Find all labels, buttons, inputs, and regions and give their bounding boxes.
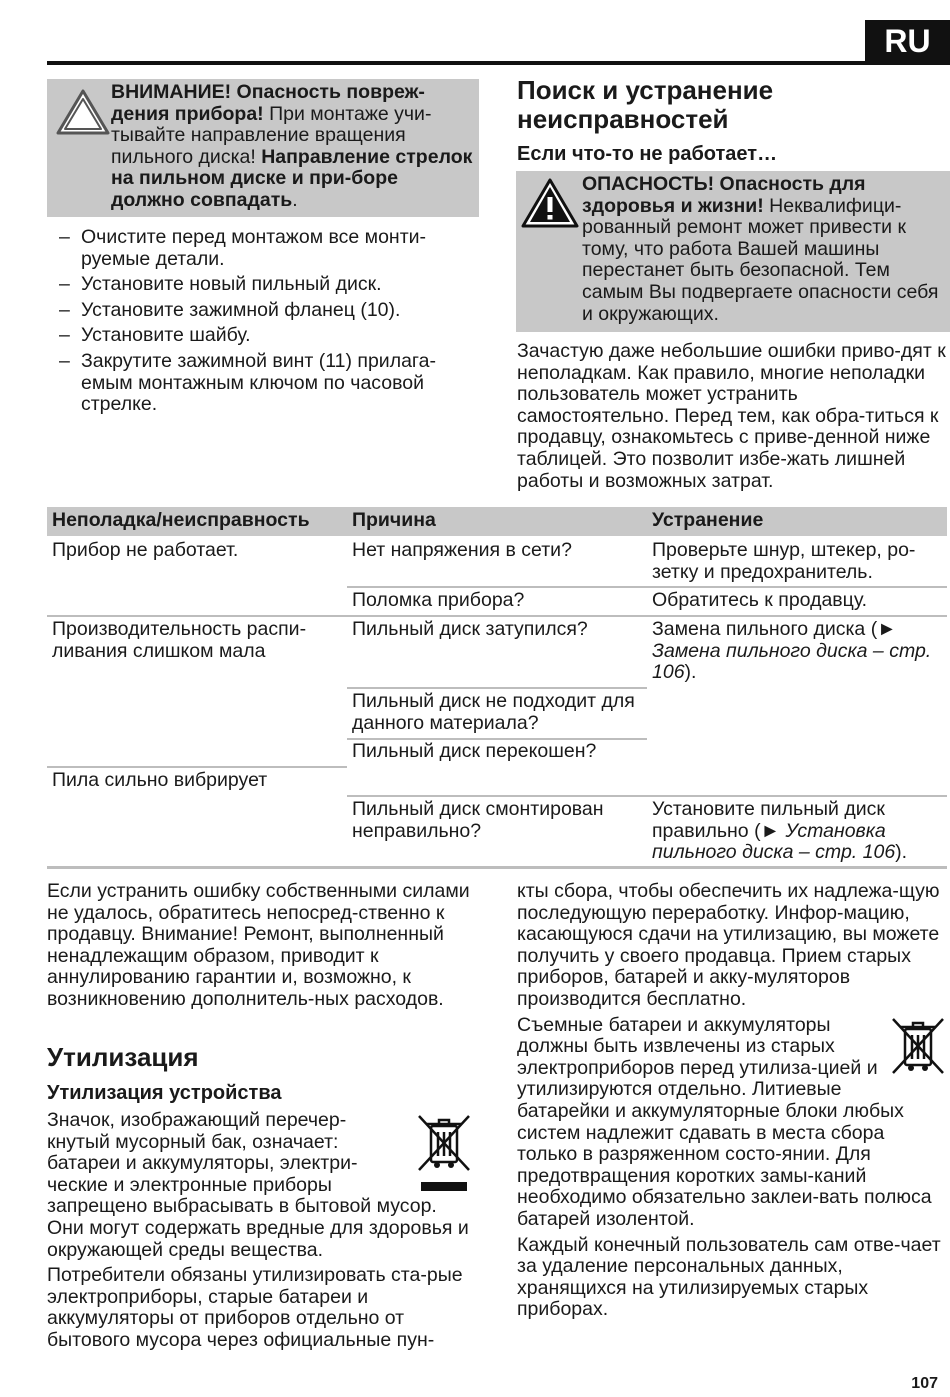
warning-triangle-icon	[55, 87, 111, 137]
attention-bold-1: ВНИМАНИЕ! Опасность повреж-дения прибора!	[111, 81, 425, 125]
top-rule	[47, 61, 950, 65]
disposal-paragraph-5: Каждый конечный пользователь сам отве-чает за удаление персональных данных, хранящихся на утилизируемых старых приборах.	[517, 1233, 941, 1321]
danger-triangle-icon	[521, 177, 579, 229]
step-item: – Установите зажимной фланец (10).	[47, 300, 477, 322]
remedy-text: Замена пильного диска (	[652, 618, 878, 640]
table-rule	[347, 738, 647, 740]
table-header-problem: Неполадка/неисправность	[52, 509, 310, 531]
remedy-text: Установите пильный диск правильно (	[652, 798, 885, 842]
attention-text-1: При монтаже учи-тывайте направление вращения пильного диска!	[111, 102, 432, 168]
table-cell-cause: Пильный диск перекошен?	[352, 740, 597, 762]
danger-text	[582, 174, 944, 325]
arrow-icon: ►	[760, 819, 780, 842]
table-cell-problem: Производительность распи-ливания слишком мала	[52, 618, 307, 662]
disposal-paragraph-3: кты сбора, чтобы обеспечить их надлежа-щую последующую переработку. Инфор-мацию, касающуюся сдачи на утилизацию, вы можете получить у своего продавца. Прием старых приборов, батарей и акку-муляторов производится бесплатно.	[517, 880, 940, 1010]
disposal-paragraph-1: Значок, изображающий перечер-кнутый мусорный бак, означает: батареи и аккумуляторы, электри-ческие и электронные приборы запрещено выбрасывать в бытовой мусор. Они могут содержать вредные для здоровья и окружающей среды вещества.	[47, 1109, 469, 1261]
remedy-link[interactable]: Замена пильного диска – стр. 106	[652, 639, 932, 684]
troubleshooting-intro: Зачастую даже небольшие ошибки приво-дят к неполадкам. Как правило, многие неполадки пользователь может устранить самостоятельно. Перед тем, как обра-титься к продавцу, ознакомьтесь с приве-денной ниже таблицей. Это позволит избе-жать лишней работы и возможных затрат.	[517, 340, 946, 492]
table-cell-remedy	[652, 799, 944, 864]
after-table-note: Если устранить ошибку собственными силами не удалось, обратитесь непосред-ственно к продавцу. Внимание! Ремонт, выполненный ненадлежащим образом, приводит к аннулированию гарантии и, возможно, к возникновению дополнитель-ных расходов.	[47, 880, 470, 1010]
remedy-text: ).	[895, 841, 908, 864]
table-rule	[47, 766, 347, 768]
troubleshooting-title-line1: Поиск и устранение	[517, 75, 774, 105]
table-cell-cause: Нет напряжения в сети?	[352, 539, 572, 561]
table-rule	[347, 586, 947, 588]
disposal-paragraph-4: Съемные батареи и аккумуляторы должны быть извлечены из старых электроприборов перед утилиза-цией и утилизируются отдельно. Литиевые батарейки и аккумуляторные блоки любых систем надлежит сдавать в места сбора только в разряженном состо-янии. Для предотвращения коротких замы-каний необходимо обязательно заклеи-вать полюса батарей изолентой.	[517, 1013, 932, 1230]
troubleshooting-subtitle: Если что-то не работает…	[517, 143, 778, 165]
table-cell-cause: Пильный диск смонтирован неправильно?	[352, 798, 604, 842]
table-cell-remedy: Обратитесь к продавцу.	[652, 589, 868, 611]
table-rule	[47, 866, 947, 869]
attention-text	[111, 82, 473, 212]
attention-box	[47, 79, 479, 217]
troubleshooting-title-line2: неисправностей	[517, 104, 729, 134]
step-item: – Установите шайбу.	[47, 325, 477, 347]
remedy-text: ).	[684, 661, 697, 684]
troubleshooting-table	[47, 507, 947, 870]
table-cell-cause: Пильный диск не подходит для данного материала?	[352, 690, 635, 734]
table-cell-remedy	[652, 619, 944, 684]
table-cell-cause: Поломка прибора?	[352, 589, 525, 611]
disposal-text-left	[47, 1110, 477, 1352]
disposal-subtitle: Утилизация устройства	[47, 1082, 282, 1104]
table-cell-cause: Пильный диск затупился?	[352, 618, 588, 640]
danger-body: Неквалифици-рованный ремонт может привести к тому, что работа Вашей машины перестанет быть безопасной. Тем самым Вы подвергаете опасности себя и окружающих.	[582, 194, 939, 325]
table-rule	[47, 615, 947, 617]
table-rule	[347, 687, 647, 689]
table-header-cause: Причина	[352, 509, 436, 531]
arrow-icon: ►	[877, 618, 897, 640]
disposal-text-right	[517, 881, 947, 1321]
troubleshooting-title	[517, 76, 937, 134]
remedy-link[interactable]: Установка пильного диска – стр. 106	[652, 819, 896, 864]
disposal-paragraph-2: Потребители обязаны утилизировать ста-рые электроприборы, старые батареи и аккумуляторы от приборов отдельно от бытового мусора через официальные пун-	[47, 1264, 463, 1351]
table-cell-problem: Прибор не работает.	[52, 539, 239, 561]
language-badge: RU	[865, 20, 950, 62]
attention-bold-2: Направление стрелок на пильном диске и при-боре должно совпадать	[111, 145, 473, 211]
table-cell-problem: Пила сильно вибрирует	[52, 769, 268, 791]
danger-bold: ОПАСНОСТЬ! Опасность для здоровья и жизни!	[582, 173, 866, 217]
table-header-remedy: Устранение	[652, 509, 764, 531]
step-item: – Очистите перед монтажом все монти-руемые детали.	[47, 227, 477, 270]
disposal-title: Утилизация	[47, 1042, 199, 1072]
table-header	[47, 507, 947, 536]
crossed-bin-icon	[415, 1112, 473, 1192]
step-item: – Установите новый пильный диск.	[47, 274, 477, 296]
table-rule	[347, 795, 947, 797]
danger-box	[516, 171, 950, 332]
mounting-steps	[47, 227, 477, 416]
attention-end: .	[292, 188, 298, 211]
crossed-bin-icon	[889, 1015, 947, 1081]
page-number: 107	[911, 1375, 938, 1392]
step-item: – Закрутите зажимной винт (11) прилага-емым монтажным ключом по часовой стрелке.	[47, 351, 477, 416]
table-cell-remedy: Проверьте шнур, штекер, ро-зетку и предохранитель.	[652, 539, 916, 583]
